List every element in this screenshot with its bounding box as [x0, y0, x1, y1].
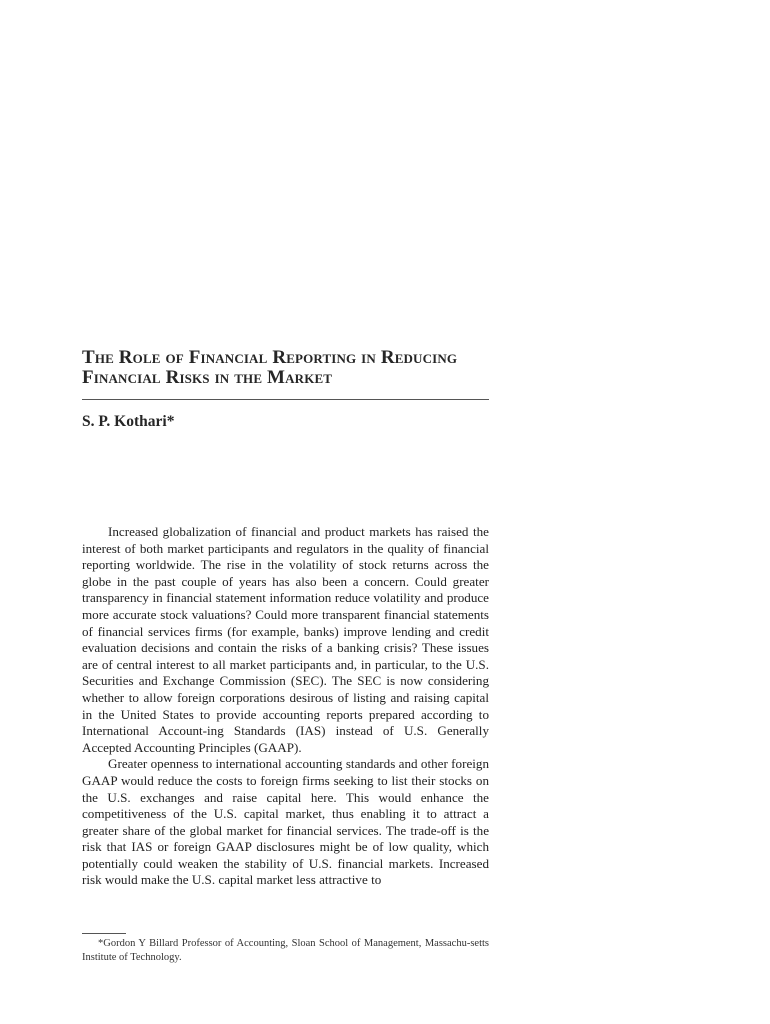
author-name: S. P. Kothari*: [82, 413, 175, 430]
title-divider: [82, 399, 489, 400]
footnote-divider: [82, 933, 126, 934]
author-footnote: *Gordon Y Billard Professor of Accounting, Sloan School of Management, Massachu-setts Institute of Technology.: [82, 938, 489, 963]
article-body: [82, 524, 489, 889]
article-title-line-1: The Role of Financial Reporting in Reducing: [82, 347, 458, 368]
article-title: [82, 348, 492, 388]
body-paragraph-2: Greater openness to international accounting standards and other foreign GAAP would reduce the costs to foreign firms seeking to list their stocks on the U.S. exchanges and raise capital here. This would enhance the competitiveness of the U.S. capital market, thus enabling it to attract a greater share of the global market for financial services. The trade-off is the risk that IAS or foreign GAAP disclosures might be of low quality, which potentially could weaken the stability of U.S. financial markets. Increased risk would make the U.S. capital market less attractive to: [82, 756, 489, 888]
body-paragraph-1: Increased globalization of financial and product markets has raised the interest of both market participants and regulators in the quality of financial reporting worldwide. The rise in the volatility of stock returns across the globe in the past couple of years has also been a concern. Could greater transparency in financial statement information reduce volatility and produce more accurate stock valuations? Could more transparent financial statements of financial services firms (for example, banks) improve lending and credit evaluation decisions and contain the risks of a banking crisis? These issues are of central interest to all market participants and, in particular, to the U.S. Securities and Exchange Commission (SEC). The SEC is now considering whether to allow foreign corporations desirous of listing and raising capital in the United States to provide accounting reports prepared according to International Account-ing Standards (IAS) instead of U.S. Generally Accepted Accounting Principles (GAAP).: [82, 524, 489, 755]
article-title-line-2: Financial Risks in the Market: [82, 367, 333, 388]
